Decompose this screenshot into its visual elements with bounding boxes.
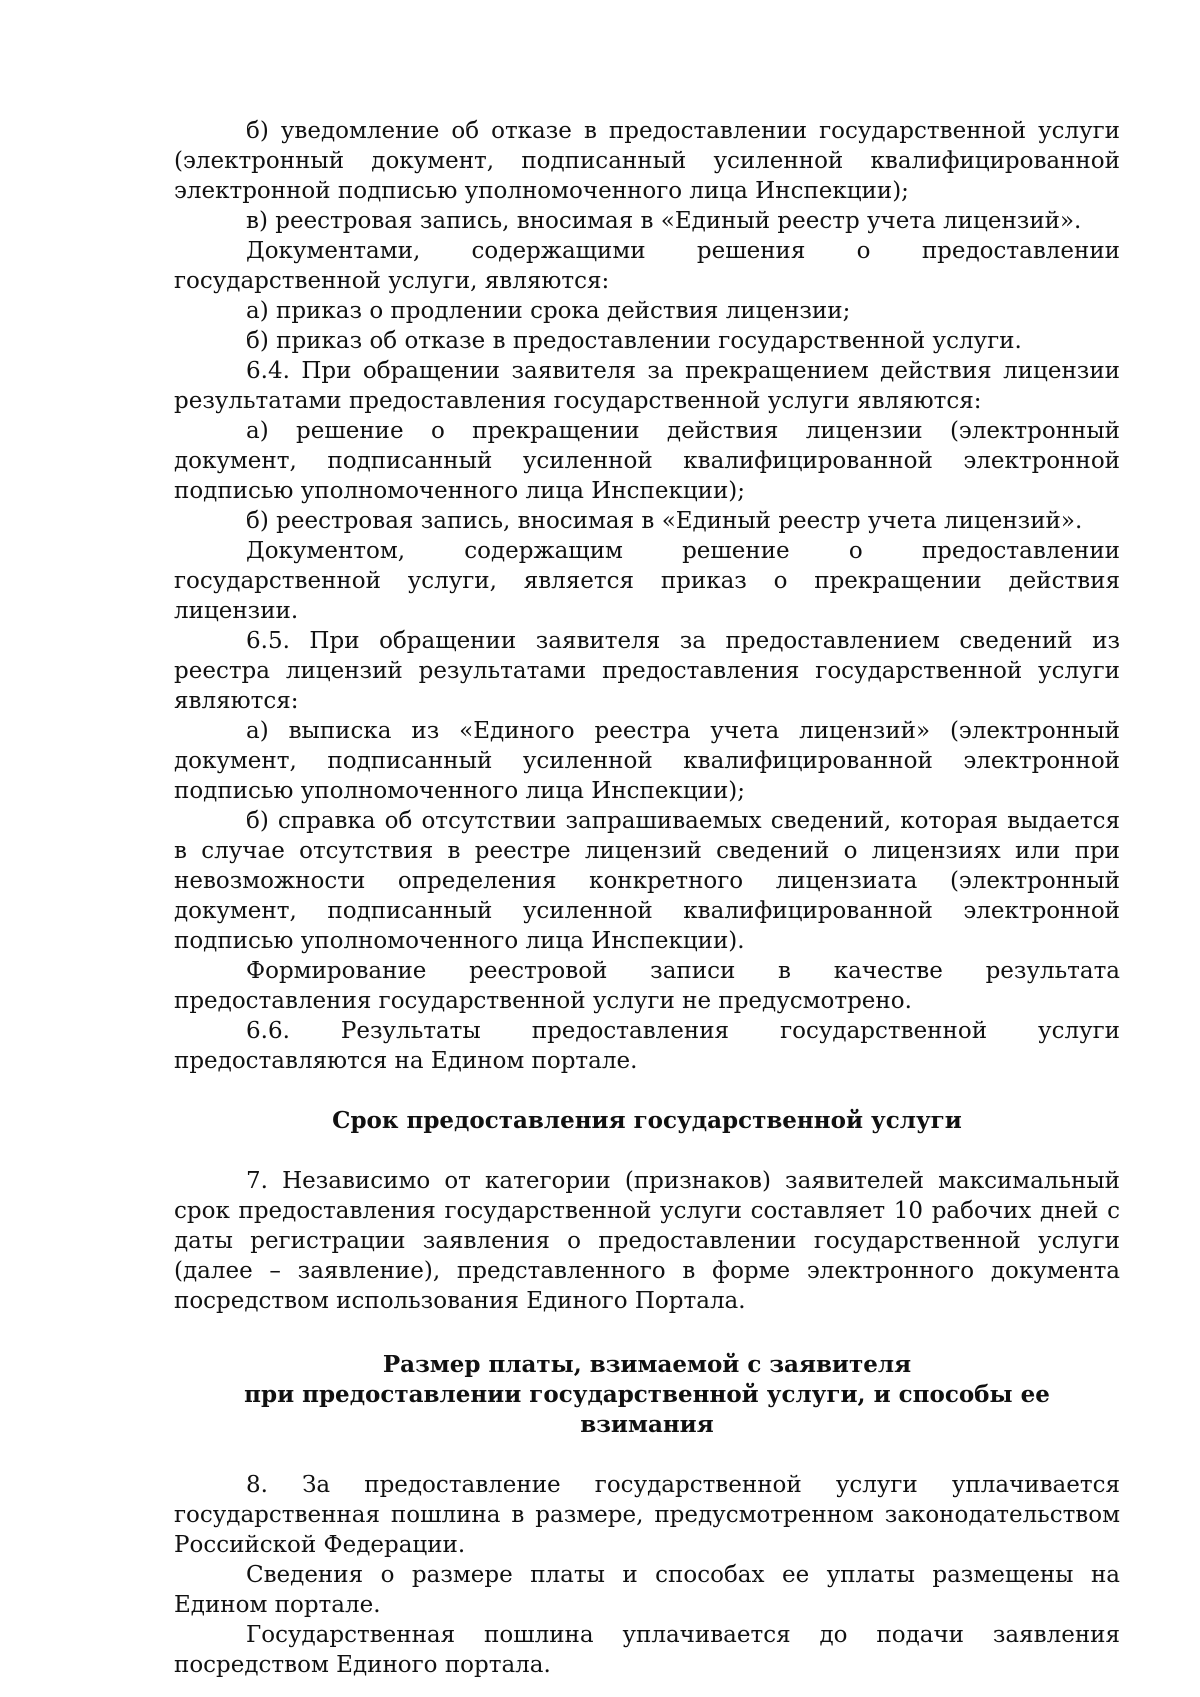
section-heading-fee-line1: Размер платы, взимаемой с заявителя (382, 1351, 912, 1378)
section-heading-fee-line2: при предоставлении государственной услуги, и способы ее взимания (244, 1381, 1050, 1438)
paragraph: 6.5. При обращении заявителя за предоставлением сведений из реестра лицензий результатами предоставления государственной услуги являются: (174, 628, 1120, 714)
spacer (174, 1440, 1120, 1470)
paragraph: Сведения о размере платы и способах ее уплаты размещены на Едином портале. (174, 1562, 1120, 1618)
paragraph: б) реестровая запись, вносимая в «Единый реестр учета лицензий». (246, 508, 1083, 534)
document-page (174, 116, 1120, 1680)
paragraph: Документами, содержащими решения о предоставлении государственной услуги, являются: (174, 238, 1120, 294)
paragraph: а) решение о прекращении действия лицензии (электронный документ, подписанный усиленной квалифицированной электронной подписью уполномоченного лица Инспекции); (174, 418, 1120, 504)
paragraph: 6.4. При обращении заявителя за прекращением действия лицензии результатами предоставления государственной услуги являются: (174, 358, 1120, 414)
spacer (174, 1136, 1120, 1166)
spacer (174, 1076, 1120, 1106)
paragraph: б) справка об отсутствии запрашиваемых сведений, которая выдается в случае отсутствия в реестре лицензий сведений о лицензиях или при невозможности определения конкретного лицензиата (электронный документ, подписанный усиленной квалифицированной электронной подписью уполномоченного лица Инспекции). (174, 808, 1120, 954)
section-heading-term: Срок предоставления государственной услуги (332, 1107, 962, 1134)
paragraph: 8. За предоставление государственной услуги уплачивается государственная пошлина в размере, предусмотренном законодательством Российской Федерации. (174, 1472, 1120, 1558)
paragraph: Формирование реестровой записи в качестве результата предоставления государственной услуги не предусмотрено. (174, 958, 1120, 1014)
paragraph: в) реестровая запись, вносимая в «Единый реестр учета лицензий». (246, 208, 1082, 234)
paragraph: а) приказ о продлении срока действия лицензии; (246, 298, 851, 324)
paragraph: 7. Независимо от категории (признаков) заявителей максимальный срок предоставления государственной услуги составляет 10 рабочих дней с даты регистрации заявления о предоставлении государственной услуги (далее – заявление), представленного в форме электронного документа посредством использования Единого Портала. (174, 1168, 1120, 1314)
paragraph: 6.6. Результаты предоставления государственной услуги предоставляются на Едином портале. (174, 1018, 1120, 1074)
paragraph: б) уведомление об отказе в предоставлении государственной услуги (электронный документ, подписанный усиленной квалифицированной электронной подписью уполномоченного лица Инспекции); (174, 118, 1120, 204)
paragraph: Государственная пошлина уплачивается до подачи заявления посредством Единого портала. (174, 1622, 1120, 1678)
paragraph: а) выписка из «Единого реестра учета лицензий» (электронный документ, подписанный усиленной квалифицированной электронной подписью уполномоченного лица Инспекции); (174, 718, 1120, 804)
paragraph: Документом, содержащим решение о предоставлении государственной услуги, является приказ о прекращении действия лицензии. (174, 538, 1120, 624)
spacer (174, 1316, 1120, 1350)
paragraph: б) приказ об отказе в предоставлении государственной услуги. (246, 328, 1022, 354)
